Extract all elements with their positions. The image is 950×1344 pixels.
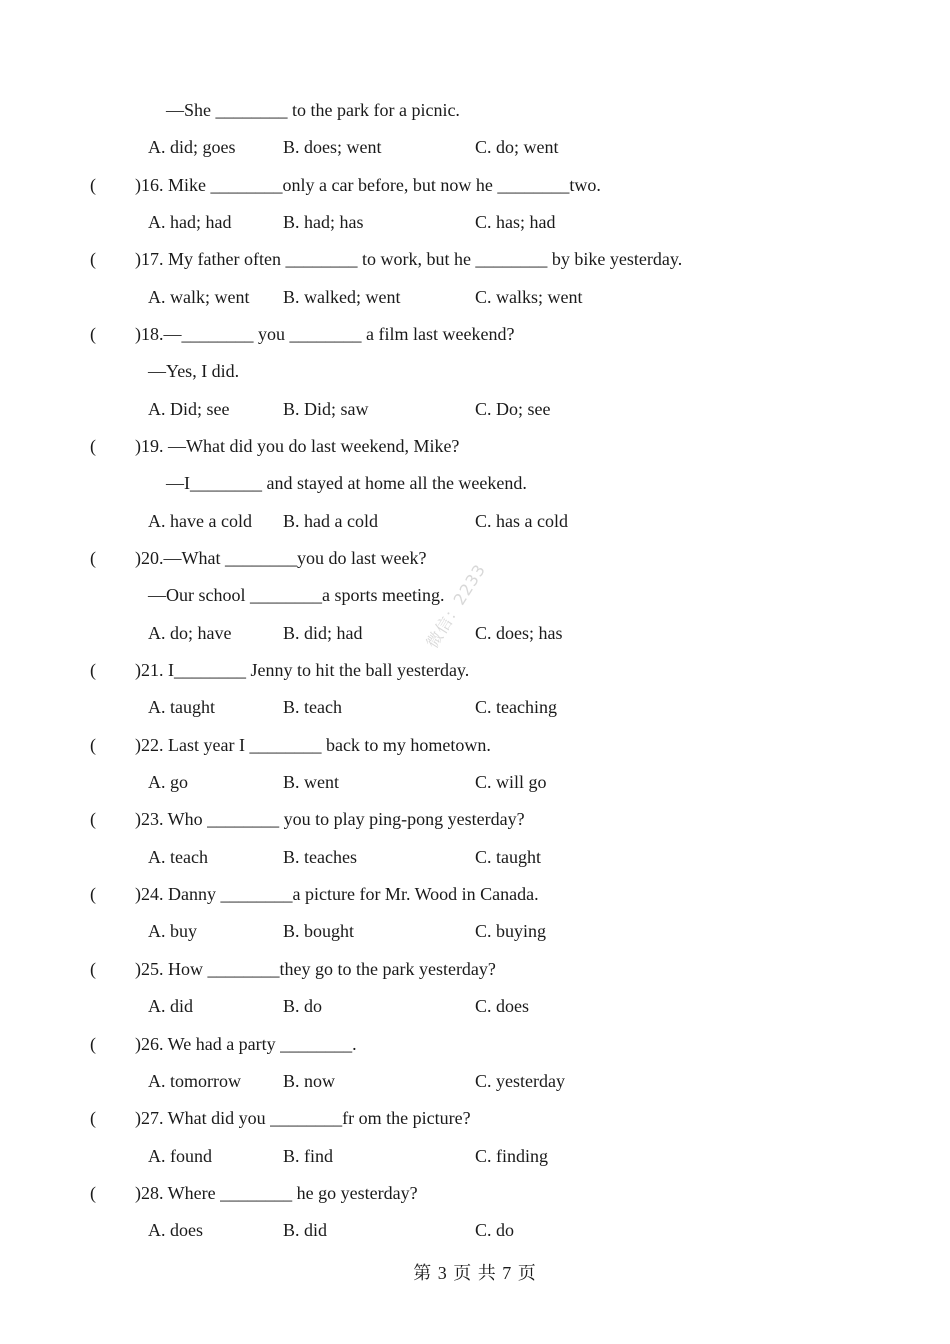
page-footer: 第 3 页 共 7 页 xyxy=(413,1263,537,1283)
question-stem: )17. My father often ________ to work, but he ________ by bike yesterday. xyxy=(135,249,683,269)
option-b: B. teach xyxy=(283,697,342,717)
question-stem: )22. Last year I ________ back to my hometown. xyxy=(135,735,491,755)
option-b: B. Did; saw xyxy=(283,399,369,419)
watermark: 微信：2233 xyxy=(422,560,490,652)
option-b: B. teaches xyxy=(283,847,357,867)
question-stem: )20.—What ________you do last week? xyxy=(135,548,427,568)
option-a: A. do; have xyxy=(148,623,232,643)
answer-paren: ( xyxy=(90,436,96,456)
option-a: A. teach xyxy=(148,847,208,867)
option-c: C. walks; went xyxy=(475,287,583,307)
lead-reply: —She ________ to the park for a picnic. xyxy=(166,100,460,120)
option-a: A. found xyxy=(148,1146,212,1166)
question-stem: )19. —What did you do last weekend, Mike? xyxy=(135,436,460,456)
option-b: B. had a cold xyxy=(283,511,378,531)
question-stem: )23. Who ________ you to play ping-pong yesterday? xyxy=(135,809,525,829)
option-a: A. buy xyxy=(148,921,197,941)
option-a: A. go xyxy=(148,772,188,792)
option-a: A. tomorrow xyxy=(148,1071,241,1091)
option-b: B. find xyxy=(283,1146,334,1166)
question-reply: —Our school ________a sports meeting. xyxy=(148,585,445,605)
option-a: A. does xyxy=(148,1220,203,1240)
option-a: A. have a cold xyxy=(148,511,252,531)
answer-paren: ( xyxy=(90,1108,96,1128)
option-a: A. did; goes xyxy=(148,137,236,157)
answer-paren: ( xyxy=(90,249,96,269)
option-a: A. Did; see xyxy=(148,399,230,419)
option-b: B. did; had xyxy=(283,623,363,643)
option-c: C. buying xyxy=(475,921,547,941)
option-c: C. has a cold xyxy=(475,511,568,531)
option-c: C. will go xyxy=(475,772,547,792)
option-c: C. finding xyxy=(475,1146,549,1166)
answer-paren: ( xyxy=(90,175,96,195)
option-a: A. did xyxy=(148,996,193,1016)
option-c: C. does; has xyxy=(475,623,563,643)
option-b: B. does; went xyxy=(283,137,382,157)
question-stem: )21. I________ Jenny to hit the ball yesterday. xyxy=(135,660,470,680)
answer-paren: ( xyxy=(90,1183,96,1203)
answer-paren: ( xyxy=(90,548,96,568)
answer-paren: ( xyxy=(90,1034,96,1054)
answer-paren: ( xyxy=(90,809,96,829)
question-stem: )16. Mike ________only a car before, but now he ________two. xyxy=(135,175,601,195)
option-c: C. teaching xyxy=(475,697,557,717)
option-a: A. walk; went xyxy=(148,287,250,307)
option-b: B. went xyxy=(283,772,339,792)
option-c: C. yesterday xyxy=(475,1071,565,1091)
answer-paren: ( xyxy=(90,735,96,755)
question-reply: —Yes, I did. xyxy=(148,361,240,381)
question-stem: )26. We had a party ________. xyxy=(135,1034,357,1054)
option-a: A. taught xyxy=(148,697,215,717)
answer-paren: ( xyxy=(90,324,96,344)
question-stem: )27. What did you ________fr om the picture? xyxy=(135,1108,471,1128)
option-b: B. did xyxy=(283,1220,328,1240)
answer-paren: ( xyxy=(90,660,96,680)
option-b: B. bought xyxy=(283,921,355,941)
option-c: C. Do; see xyxy=(475,399,551,419)
question-reply: —I________ and stayed at home all the weekend. xyxy=(166,473,527,493)
option-c: C. taught xyxy=(475,847,541,867)
option-c: C. do xyxy=(475,1220,515,1240)
option-c: C. do; went xyxy=(475,137,559,157)
answer-paren: ( xyxy=(90,959,96,979)
question-stem: )18.—________ you ________ a film last weekend? xyxy=(135,324,515,344)
question-stem: )25. How ________they go to the park yesterday? xyxy=(135,959,496,979)
option-c: C. has; had xyxy=(475,212,556,232)
option-a: A. had; had xyxy=(148,212,232,232)
question-stem: )24. Danny ________a picture for Mr. Wood in Canada. xyxy=(135,884,539,904)
option-b: B. walked; went xyxy=(283,287,401,307)
answer-paren: ( xyxy=(90,884,96,904)
question-stem: )28. Where ________ he go yesterday? xyxy=(135,1183,418,1203)
option-b: B. had; has xyxy=(283,212,364,232)
option-b: B. do xyxy=(283,996,323,1016)
option-c: C. does xyxy=(475,996,529,1016)
option-b: B. now xyxy=(283,1071,336,1091)
